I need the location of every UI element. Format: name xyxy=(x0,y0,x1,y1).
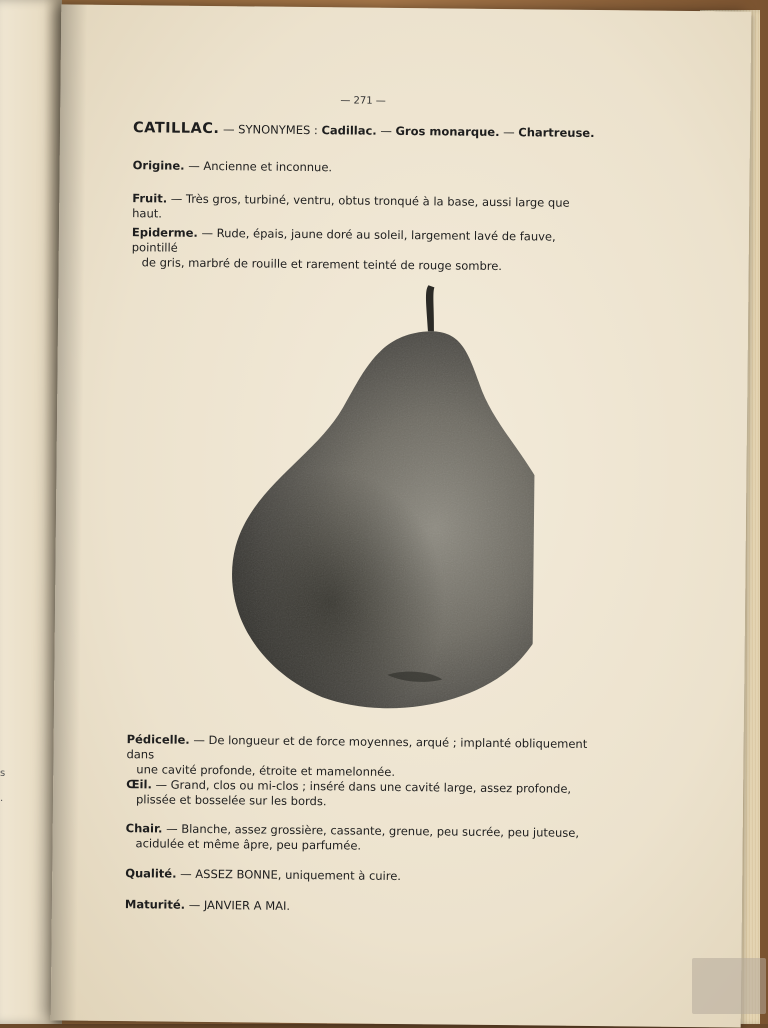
synonym-separator: — xyxy=(380,123,392,138)
field-text: — De longueur et de force moyennes, arqué ; implanté obliquement dans xyxy=(126,732,588,762)
field-maturite xyxy=(125,897,595,917)
field-label: Œil. xyxy=(126,777,152,792)
pear-illustration xyxy=(172,271,537,715)
field-label: Origine. xyxy=(132,158,185,173)
synonym-separator: — xyxy=(503,125,515,140)
field-oeil xyxy=(126,777,596,812)
field-chair xyxy=(125,821,595,856)
field-epiderme xyxy=(132,225,602,275)
field-label: Chair. xyxy=(125,821,163,836)
field-fruit xyxy=(132,191,602,226)
synonym-2: Gros monarque. xyxy=(395,123,500,140)
synonym-3: Chartreuse. xyxy=(518,125,595,141)
field-label: Fruit. xyxy=(132,191,168,206)
field-text-continued: acidulée et même âpre, peu parfumée. xyxy=(135,836,362,853)
watermark-thumbnail xyxy=(692,958,766,1014)
page-number: — 271 — xyxy=(340,95,386,107)
field-text: — Rude, épais, jaune doré au soleil, largement lavé de fauve, pointillé xyxy=(131,225,556,255)
field-text: — Très gros, turbiné, ventru, obtus tronqué à la base, aussi large que haut. xyxy=(132,191,570,221)
field-origine xyxy=(133,158,603,178)
synonym-1: Cadillac. xyxy=(321,123,377,138)
field-label: Qualité. xyxy=(125,866,177,881)
field-text: — Grand, clos ou mi-clos ; inséré dans une cavité large, assez profonde, xyxy=(155,777,572,796)
field-text: — JANVIER A MAI. xyxy=(188,897,291,913)
field-text: — Ancienne et inconnue. xyxy=(188,158,333,175)
field-text-continued: de gris, marbré de rouille et rarement teinté de rouge sombre. xyxy=(141,255,503,274)
left-mark: · xyxy=(0,796,4,807)
field-text-continued: plissée et bosselée sur les bords. xyxy=(135,792,327,809)
right-page xyxy=(51,4,752,1027)
field-text: — Blanche, assez grossière, cassante, grenue, peu sucrée, peu juteuse, xyxy=(166,821,580,840)
field-label: Epiderme. xyxy=(131,225,198,240)
variety-heading xyxy=(133,121,653,141)
synonyms-prefix: — SYNONYMES : xyxy=(222,122,318,138)
left-mark: s xyxy=(0,768,6,779)
field-qualite xyxy=(125,866,595,886)
variety-title: CATILLAC. xyxy=(132,120,220,138)
field-text-continued: une cavité profonde, étroite et mamelonnée. xyxy=(136,762,396,779)
field-label: Pédicelle. xyxy=(126,732,190,747)
left-page-marks xyxy=(0,760,5,816)
pear-image xyxy=(172,271,537,715)
field-text: — ASSEZ BONNE, uniquement à cuire. xyxy=(180,866,402,884)
field-label: Maturité. xyxy=(124,897,186,912)
pear-stem xyxy=(426,285,435,331)
field-pedicelle xyxy=(126,732,596,782)
